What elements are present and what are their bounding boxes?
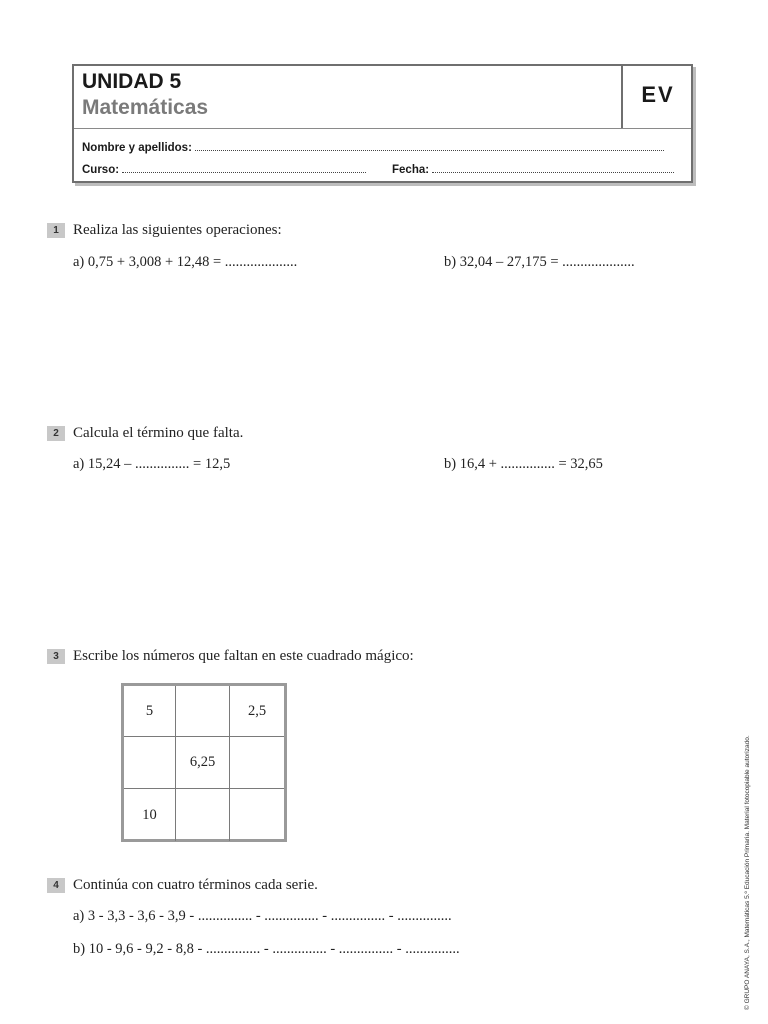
magic-cell: 2,5 [230,686,284,737]
exercise-item-b: b) 16,4 + ............... = 32,65 [444,456,603,472]
magic-cell-blank[interactable] [124,737,176,789]
magic-cell-blank[interactable] [230,737,284,789]
magic-cell: 6,25 [176,737,230,789]
magic-cell-blank[interactable] [176,686,230,737]
exercise-instruction: Escribe los números que faltan en este cuadrado mágico: [73,648,414,664]
name-blank[interactable] [195,140,664,151]
unit-title: UNIDAD 5 [82,70,182,93]
worksheet-header [72,64,693,183]
date-label: Fecha: [392,164,430,176]
header-divider [74,128,691,129]
exercise-number: 4 [47,878,65,893]
evaluation-code: EV [641,82,675,107]
date-blank[interactable] [432,162,674,173]
course-blank[interactable] [122,162,366,173]
evaluation-code-box [621,66,693,128]
magic-cell: 5 [124,686,176,737]
name-field [82,140,664,154]
exercise-instruction: Realiza las siguientes operaciones: [73,222,282,238]
exercise-item-a: a) 0,75 + 3,008 + 12,48 = .................... [73,254,298,270]
course-label: Curso: [82,164,120,176]
exercise-number: 3 [47,649,65,664]
series-b: b) 10 - 9,6 - 9,2 - 8,8 - ............... - ............... - ............... - ............... [73,941,460,957]
course-field [82,162,366,176]
name-label: Nombre y apellidos: [82,142,192,154]
exercise-number: 2 [47,426,65,441]
exercise-instruction: Continúa con cuatro términos cada serie. [73,877,318,893]
series-a: a) 3 - 3,3 - 3,6 - 3,9 - ............... - ............... - ............... - ............... [73,908,452,924]
title-area [74,66,621,128]
exercise-item-a: a) 15,24 – ............... = 12,5 [73,456,231,472]
subject-title: Matemáticas [82,96,209,119]
exercise-number: 1 [47,223,65,238]
exercise-instruction: Calcula el término que falta. [73,425,244,441]
date-field [392,162,674,176]
magic-square [121,683,287,842]
magic-cell: 10 [124,789,176,841]
magic-cell-blank[interactable] [230,789,284,841]
copyright-notice: © GRUPO ANAYA, S.A., Matemáticas 5.º Educación Primaria. Material fotocopiable autorizado. [744,735,751,1010]
magic-cell-blank[interactable] [176,789,230,841]
exercise-item-b: b) 32,04 – 27,175 = .................... [444,254,635,270]
